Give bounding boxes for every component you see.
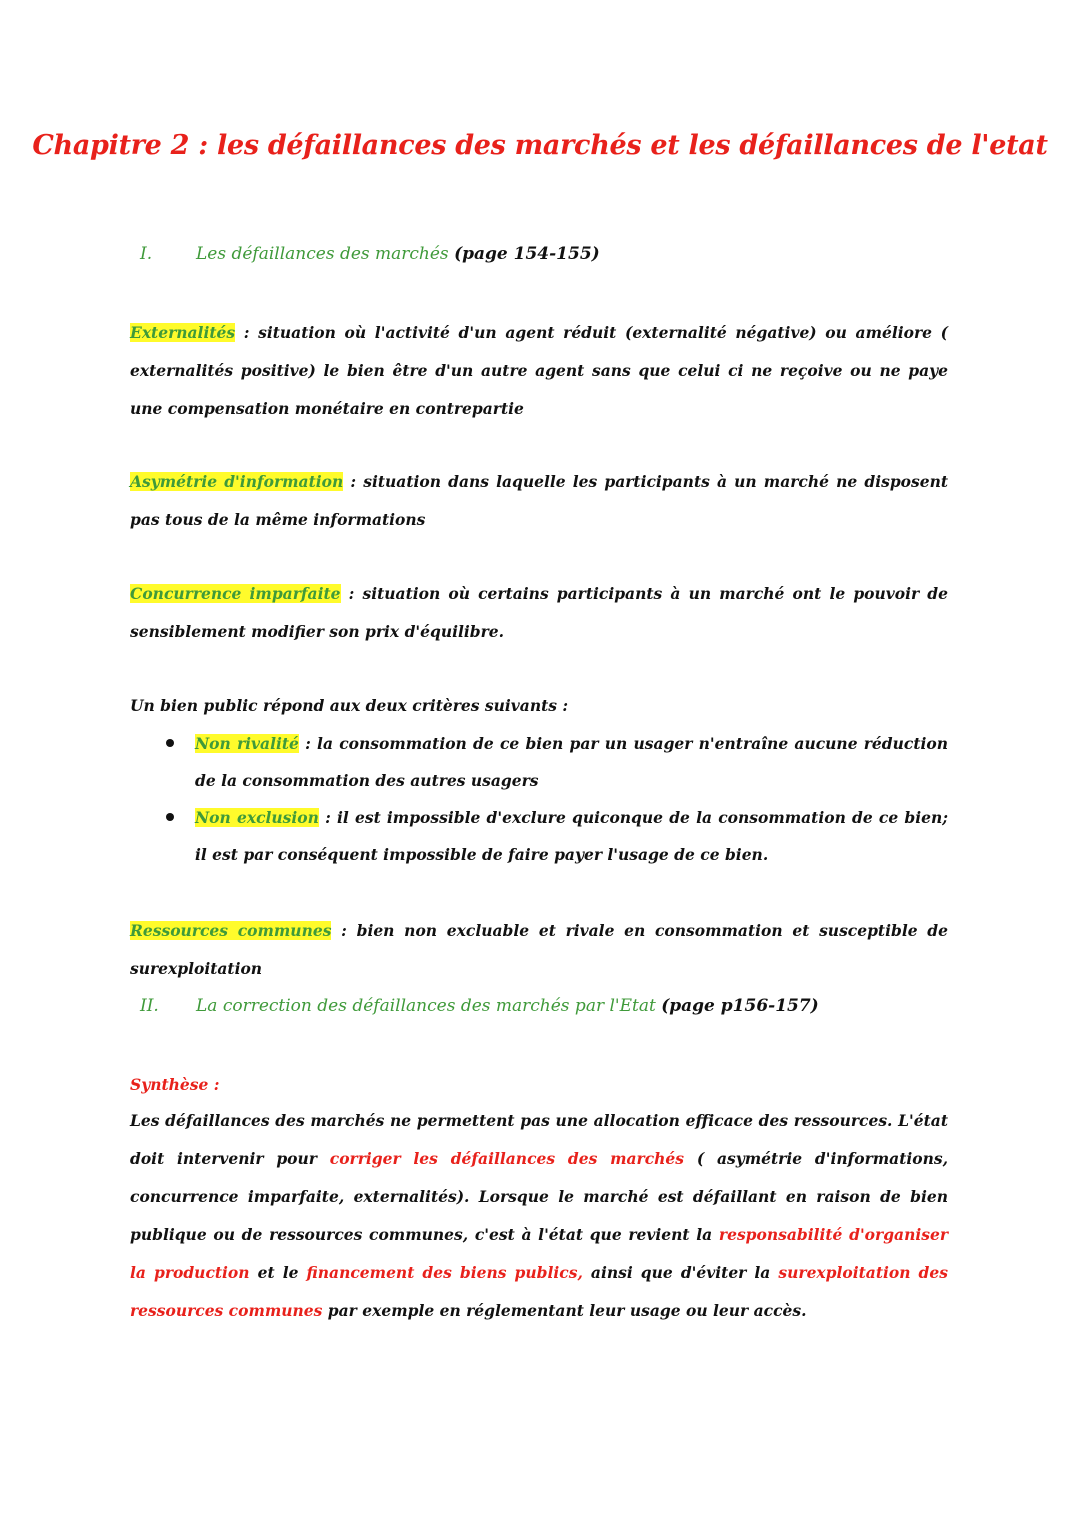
synthese-text: ( asymétrie d'informations, concurrence imparfaite, externalités). Lorsque le marché est défaillant en raison de bien publique ou de ressources communes, c'est à l'état que revient la — [130, 1149, 948, 1244]
definition-externalites — [130, 314, 948, 428]
definition-ressources — [130, 912, 948, 988]
synthese-text: Les défaillances des marchés ne permettent pas une allocation efficace des ressources. L'état doit intervenir pour — [130, 1111, 948, 1168]
synthese-highlight: surexploitation des ressources communes — [130, 1263, 948, 1320]
page-reference: (page p156-157) — [661, 996, 819, 1016]
section-number: I. — [140, 244, 153, 264]
definition-text: : bien non excluable et rivale en consommation et susceptible de surexploitation — [130, 921, 948, 978]
section-title: Les défaillances des marchés — [196, 244, 449, 264]
definition-text: : situation dans laquelle les participants à un marché ne disposent pas tous de la même informations — [130, 472, 949, 529]
page-title: Chapitre 2 : les défaillances des marchés et les défaillances de l'etat — [32, 130, 1048, 161]
term-externalites: Externalités — [130, 323, 236, 342]
definition-text: : situation où certains participants à un marché ont le pouvoir de sensiblement modifier son prix d'équilibre. — [130, 584, 948, 641]
bien-public-intro: Un bien public répond aux deux critères suivants : — [130, 696, 569, 715]
synthese-label — [130, 1066, 948, 1104]
synthese-text: et le — [257, 1263, 299, 1282]
term-asymetrie: Asymétrie d'information — [130, 472, 344, 491]
section-heading-2 — [140, 996, 819, 1016]
section-number: II. — [140, 996, 159, 1016]
definition-concurrence — [130, 575, 948, 651]
term-non-exclusion: Non exclusion — [195, 808, 319, 827]
definition-asymetrie — [130, 463, 948, 539]
term-ressources: Ressources communes — [130, 921, 332, 940]
criterion-text: : il est impossible d'exclure quiconque de la consommation de ce bien; il est par conséquent impossible de faire payer l'usage de ce bien. — [195, 808, 948, 864]
list-item — [195, 725, 948, 799]
criteria-list — [195, 725, 948, 873]
definition-text: : situation où l'activité d'un agent réduit (externalité négative) ou améliore ( externalités positive) le bien être d'un autre agent sans que celui ci ne reçoive ou ne paye une compensation monétaire en contrepartie — [130, 323, 948, 418]
synthese-highlight: financement des biens publics, — [306, 1263, 583, 1282]
synthese-paragraph — [130, 1102, 948, 1330]
bullet-icon — [166, 739, 174, 747]
criterion-text: : la consommation de ce bien par un usager n'entraîne aucune réduction de la consommation des autres usagers — [195, 734, 948, 790]
term-non-rivalite: Non rivalité — [195, 734, 299, 753]
synthese-highlight: corriger les défaillances des marchés — [329, 1149, 685, 1168]
synthese-highlight: responsabilité d'organiser la production — [130, 1225, 948, 1282]
synthese-text: ainsi que d'éviter la — [590, 1263, 771, 1282]
section-heading-1 — [140, 244, 600, 264]
synthese-text: par exemple en réglementant leur usage ou leur accès. — [327, 1301, 807, 1320]
section-title: La correction des défaillances des marchés par l'Etat — [196, 996, 656, 1016]
list-item — [195, 799, 948, 873]
term-concurrence: Concurrence imparfaite — [130, 584, 341, 603]
synthese-label-text: Synthèse : — [130, 1075, 220, 1094]
page-reference: (page 154-155) — [454, 244, 600, 264]
bullet-icon — [166, 813, 174, 821]
